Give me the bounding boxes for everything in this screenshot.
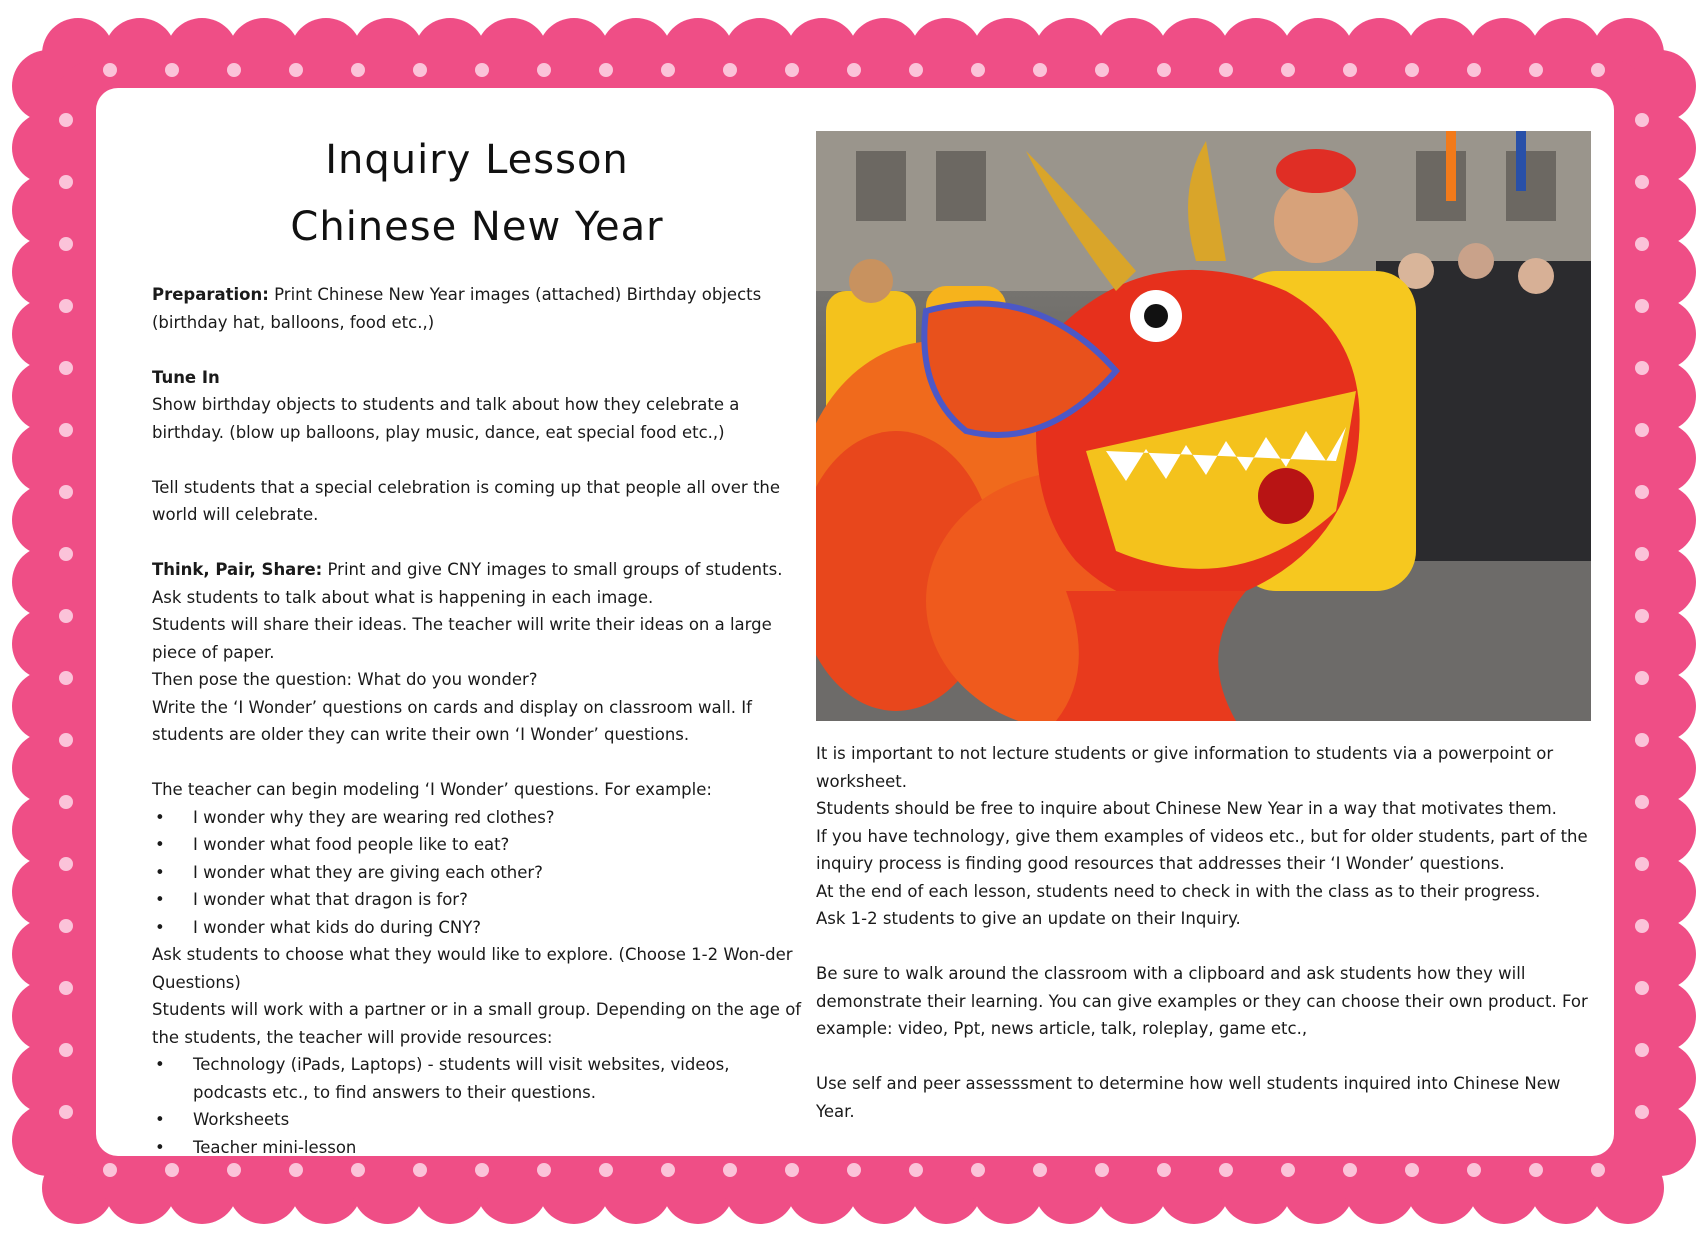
right-column [816, 740, 1596, 1125]
frame-dot [909, 63, 923, 77]
page-title [152, 127, 802, 261]
frame-dot [1635, 919, 1649, 933]
title-line-2: Chinese New Year [290, 204, 664, 250]
frame-dot [537, 63, 551, 77]
right-line-4: At the end of each lesson, students need to check in with the class as to their progress. [816, 881, 1541, 901]
frame-dot [351, 63, 365, 77]
wonder-question-list [152, 804, 802, 942]
list-item: • Technology (iPads, Laptops) - students will visit websites, videos, podcasts etc., to find answers to their questions. [152, 1051, 802, 1106]
frame-dot [1635, 733, 1649, 747]
frame-dot [1635, 609, 1649, 623]
frame-dot [103, 1163, 117, 1177]
right-paragraph-3: Use self and peer assesssment to determine how well students inquired into Chinese New Year. [816, 1074, 1561, 1121]
frame-dot [59, 547, 73, 561]
frame-dot [227, 1163, 241, 1177]
frame-dot [413, 1163, 427, 1177]
frame-dot [1635, 981, 1649, 995]
frame-dot [59, 733, 73, 747]
frame-dot [1635, 361, 1649, 375]
frame-dot [1635, 237, 1649, 251]
frame-dot [785, 1163, 799, 1177]
frame-dot [413, 63, 427, 77]
frame-dot [59, 299, 73, 313]
right-paragraph-2: Be sure to walk around the classroom with a clipboard and ask students how they will demonstrate their learning. You can give examples or they can choose their own product. For example: video, Ppt, news article, talk, roleplay, game etc., [816, 964, 1588, 1038]
frame-dot [59, 919, 73, 933]
tune-in-label: Tune In [152, 367, 220, 387]
frame-dot [59, 1105, 73, 1119]
list-item: • I wonder what food people like to eat? [152, 831, 802, 859]
frame-dot [599, 1163, 613, 1177]
frame-dot [1635, 857, 1649, 871]
orange-flag [1446, 131, 1456, 201]
frame-dot [1343, 1163, 1357, 1177]
frame-dot [785, 63, 799, 77]
frame-dot [1157, 1163, 1171, 1177]
frame-dot [1281, 1163, 1295, 1177]
frame-dot [1157, 63, 1171, 77]
frame-dot [537, 1163, 551, 1177]
performer-head [849, 259, 893, 303]
list-item: • I wonder what they are giving each other? [152, 859, 802, 887]
frame-dot [103, 63, 117, 77]
frame-dot [1591, 63, 1605, 77]
frame-dot [1281, 63, 1295, 77]
preparation-paragraph [152, 281, 802, 336]
performer-hat [1276, 149, 1356, 193]
frame-dot [475, 63, 489, 77]
frame-dot [1033, 63, 1047, 77]
choose-paragraph: Ask students to choose what they would like to explore. (Choose 1-2 Won-der Questions) [152, 945, 793, 992]
page-content [100, 95, 1610, 1155]
frame-dot [1635, 1043, 1649, 1057]
frame-dot [1033, 1163, 1047, 1177]
title-line-1: Inquiry Lesson [325, 137, 629, 183]
building-window [1416, 151, 1466, 221]
frame-dot [599, 63, 613, 77]
list-item: • I wonder why they are wearing red clothes? [152, 804, 802, 832]
frame-dot [723, 63, 737, 77]
frame-dot [1219, 1163, 1233, 1177]
frame-dot [59, 857, 73, 871]
frame-dot [909, 1163, 923, 1177]
dragon-mane [1056, 591, 1246, 721]
frame-dot [59, 423, 73, 437]
frame-dot [971, 63, 985, 77]
frame-dot [1635, 113, 1649, 127]
frame-dot [661, 1163, 675, 1177]
spectator-head [1458, 243, 1494, 279]
preparation-text: Print Chinese New Year images (attached) Birthday objects (birthday hat, balloons, food etc.,) [152, 285, 762, 332]
list-item: • Worksheets [152, 1106, 802, 1134]
frame-dot [59, 1043, 73, 1057]
frame-dot [59, 113, 73, 127]
think-pair-share-paragraph [152, 556, 802, 584]
frame-dot [847, 1163, 861, 1177]
right-line-2: Students should be free to inquire about Chinese New Year in a way that motivates them. [816, 799, 1557, 818]
dragon-pearl [1258, 468, 1314, 524]
frame-dot [1343, 63, 1357, 77]
frame-dot [1635, 485, 1649, 499]
frame-dot [59, 981, 73, 995]
tune-in-heading [152, 364, 802, 392]
frame-dot [351, 1163, 365, 1177]
frame-dot [59, 485, 73, 499]
frame-dot [59, 671, 73, 685]
frame-dot [1529, 63, 1543, 77]
frame-dot [1591, 1163, 1605, 1177]
frame-dot [971, 1163, 985, 1177]
frame-dot [1467, 1163, 1481, 1177]
frame-dot [59, 609, 73, 623]
building-window [936, 151, 986, 221]
partner-paragraph: Students will work with a partner or in a small group. Depending on the age of the students, the teacher will provide resources: [152, 1000, 802, 1047]
modeling-intro: The teacher can begin modeling ‘I Wonder’ questions. For example: [152, 780, 712, 799]
right-line-1: It is important to not lecture students or give information to students via a powerpoint or worksheet. [816, 744, 1554, 791]
frame-dot [165, 1163, 179, 1177]
dragon-pupil [1144, 304, 1168, 328]
frame-dot [847, 63, 861, 77]
frame-dot [1635, 423, 1649, 437]
frame-dot [1635, 175, 1649, 189]
frame-dot [1405, 1163, 1419, 1177]
left-column [152, 95, 802, 1161]
tps-line-4: Write the ‘I Wonder’ questions on cards and display on classroom wall. If students are older they can write their own ‘I Wonder’ questions. [152, 697, 752, 744]
frame-dot [59, 361, 73, 375]
right-line-5: Ask 1-2 students to give an update on their Inquiry. [816, 909, 1241, 928]
frame-dot [1635, 299, 1649, 313]
list-item: • I wonder what that dragon is for? [152, 886, 802, 914]
frame-dot [1467, 63, 1481, 77]
frame-dot [1635, 795, 1649, 809]
frame-dot [289, 1163, 303, 1177]
frame-dot [1635, 1105, 1649, 1119]
frame-dot [1405, 63, 1419, 77]
tps-line-1: Ask students to talk about what is happening in each image. [152, 587, 654, 607]
tune-in-paragraph-1: Show birthday objects to students and talk about how they celebrate a birthday. (blow up balloons, play music, dance, eat special food etc.,) [152, 395, 740, 442]
frame-dot [1529, 1163, 1543, 1177]
think-pair-share-label: Think, Pair, Share: [152, 560, 323, 579]
frame-dot [1635, 671, 1649, 685]
resource-list [152, 1051, 802, 1161]
tune-in-paragraph-2: Tell students that a special celebration is coming up that people all over the world will celebrate. [152, 477, 781, 524]
tps-line-3: Then pose the question: What do you wonder? [152, 670, 538, 689]
frame-dot [475, 1163, 489, 1177]
frame-dot [289, 63, 303, 77]
list-item: • Teacher mini-lesson [152, 1134, 802, 1162]
frame-dot [1219, 63, 1233, 77]
list-item: • I wonder what kids do during CNY? [152, 914, 802, 942]
think-pair-share-text: Print and give CNY images to small groups of students. [322, 560, 783, 579]
frame-dot [227, 63, 241, 77]
dragon-illustration [816, 131, 1591, 721]
frame-dot [723, 1163, 737, 1177]
frame-dot [59, 237, 73, 251]
frame-dot [59, 795, 73, 809]
tps-line-2: Students will share their ideas. The teacher will write their ideas on a large piece of paper. [152, 615, 772, 662]
frame-dot [1635, 547, 1649, 561]
building-window [856, 151, 906, 221]
preparation-label: Preparation: [152, 285, 269, 304]
frame-dot [59, 175, 73, 189]
frame-dot [165, 63, 179, 77]
dragon-dance-photo [816, 131, 1591, 721]
blue-flag [1516, 131, 1526, 191]
right-line-3: If you have technology, give them examples of videos etc., but for older students, part of the inquiry process is finding good resources that addresses their ‘I Wonder’ questions. [816, 826, 1588, 873]
building-window [1506, 151, 1556, 221]
spectator-head [1518, 258, 1554, 294]
frame-dot [1095, 63, 1109, 77]
frame-dot [661, 63, 675, 77]
frame-dot [1095, 1163, 1109, 1177]
